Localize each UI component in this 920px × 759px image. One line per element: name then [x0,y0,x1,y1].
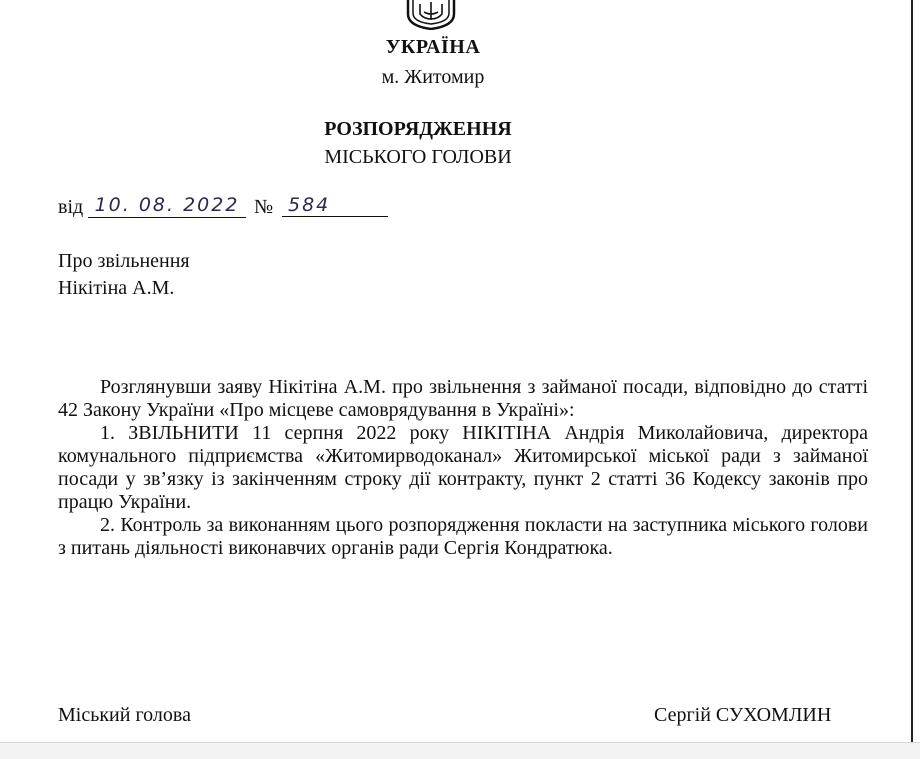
coat-of-arms-icon [402,0,460,30]
number-value: 584 [282,194,388,217]
order-item-2: 2. Контроль за виконанням цього розпорядження покласти на заступника міського голови з питань діяльності виконавчих органів ради Сергія Кондратюка. [58,514,868,559]
date-value: 10. 08. 2022 [88,194,246,218]
document-issuer: МІСЬКОГО ГОЛОВИ [324,146,512,168]
signatory-position: Міський голова [58,704,191,726]
order-item-1: 1. ЗВІЛЬНИТИ 11 серпня 2022 року НІКІТІНА Андрія Миколайовича, директора комунального підприємства «Житомирводоканал» Житомирської міської ради з займаної посади у зв’язку із закінченням строку дії контракту, пункт 2 статті 36 Кодексу законів про працю України. [58,422,868,513]
subject-line-2: Нікітіна А.М. [58,277,175,299]
city-name: м. Житомир [381,66,485,88]
page-edge-divider [911,0,913,742]
date-number-line [58,194,398,224]
subject-line-1: Про звільнення [58,250,190,272]
preamble-paragraph: Розглянувши заяву Нікітіна А.М. про звільнення з займаної посади, відповідно до статті 42 Закону України «Про місцеве самоврядування в Україні»: [58,376,868,421]
signatory-name: Сергій СУХОМЛИН [654,704,832,726]
document-body [58,376,868,560]
date-label: від [58,196,84,218]
viewer-background [0,742,920,759]
document-subject [58,248,190,302]
number-label: № [254,196,274,218]
country-title: УКРАЇНА [385,36,481,58]
document-type: РОЗПОРЯДЖЕННЯ [324,118,512,140]
